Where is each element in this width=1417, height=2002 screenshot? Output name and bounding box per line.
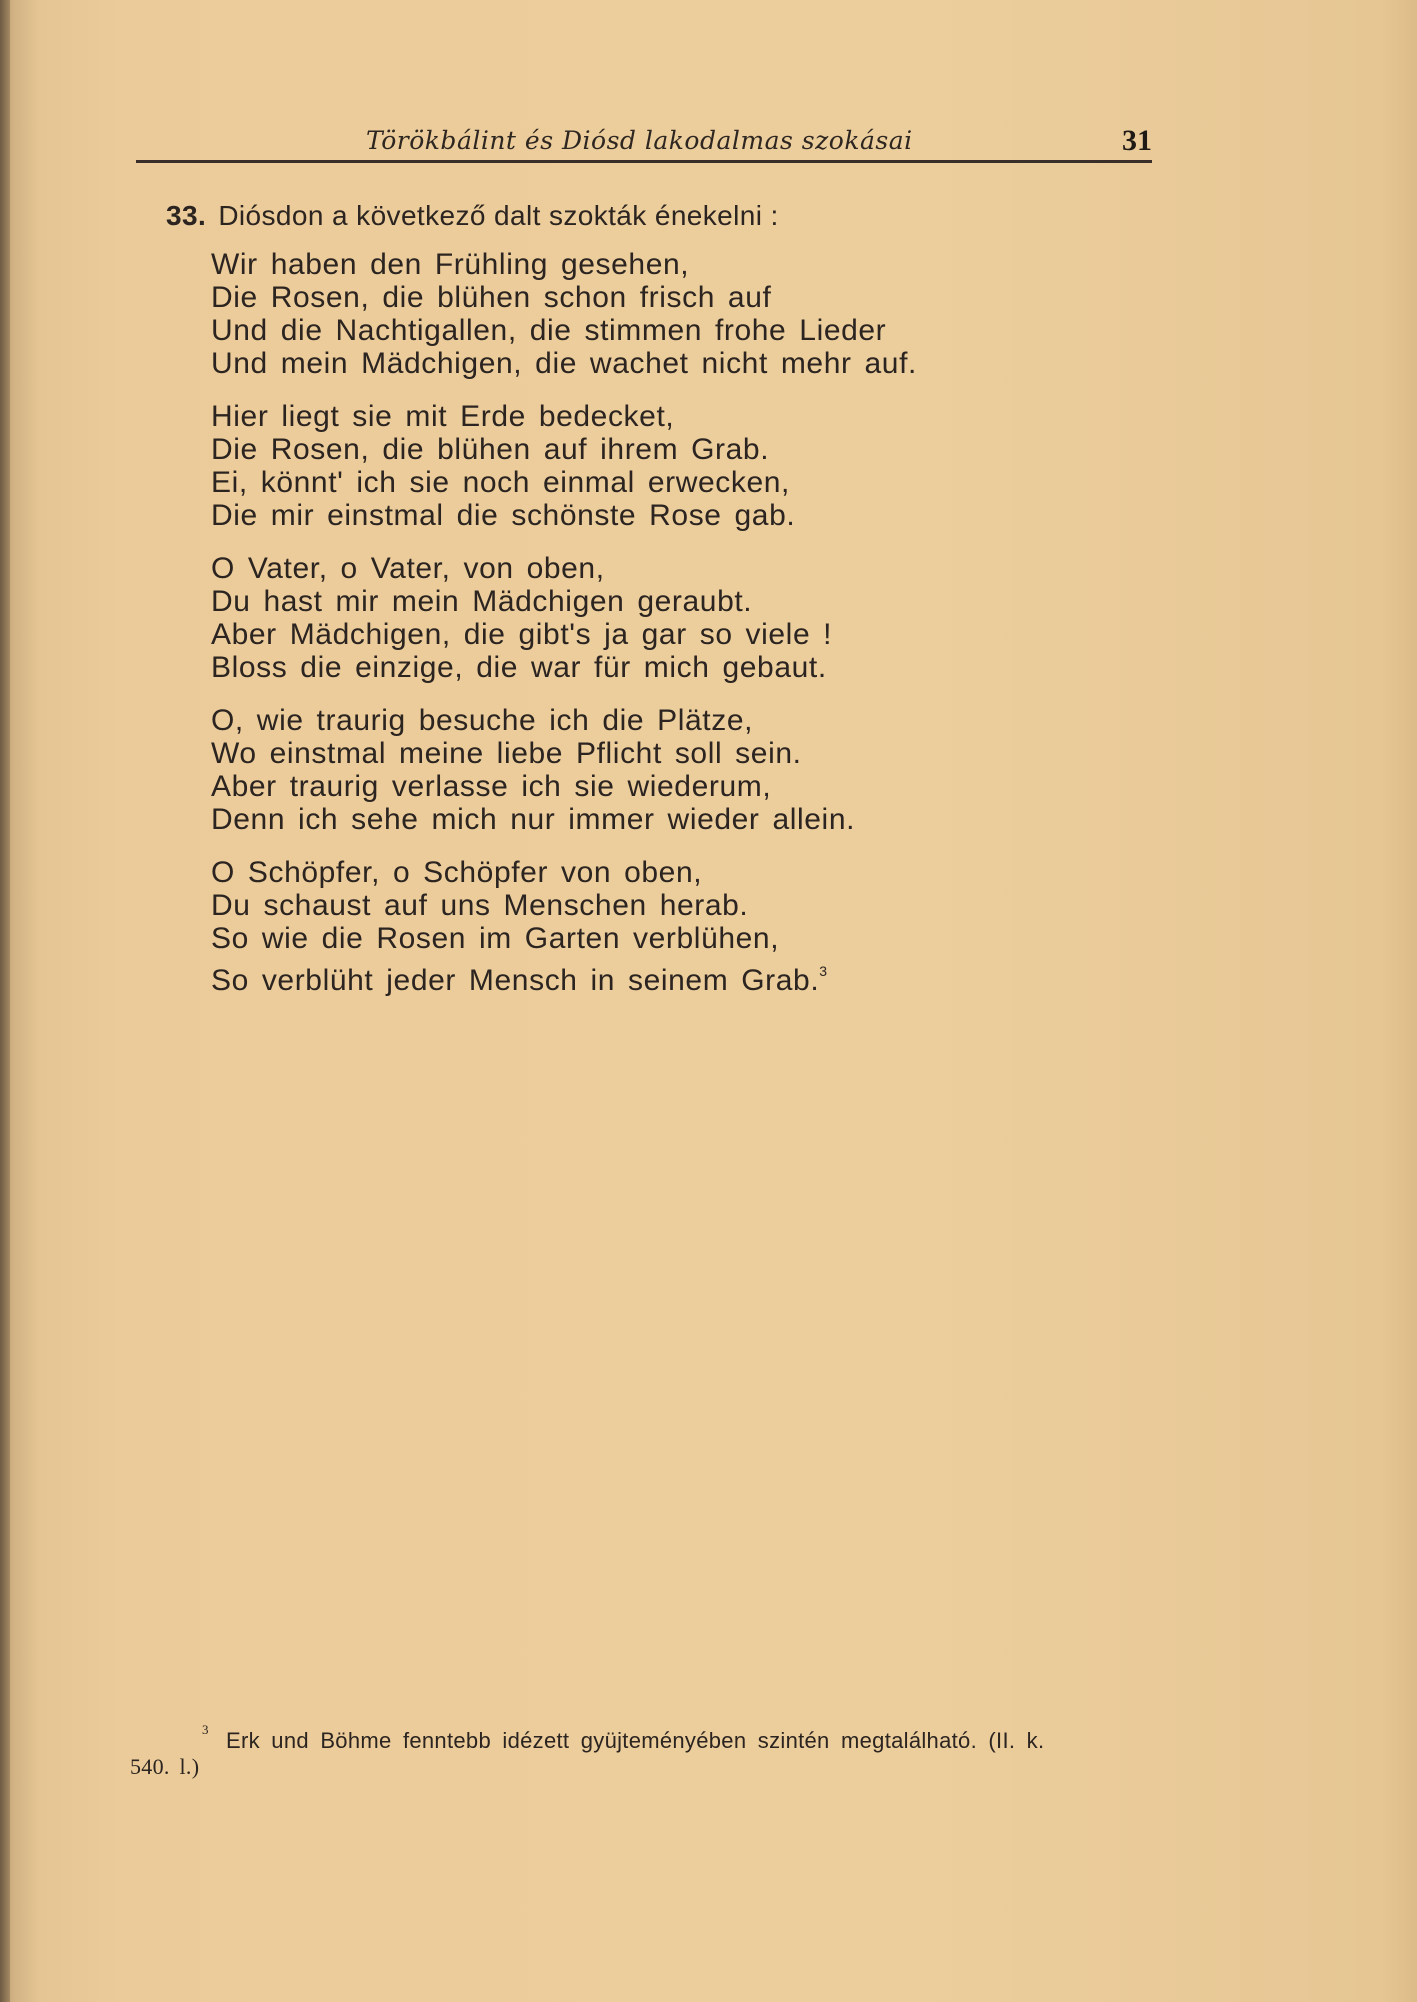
song-text	[211, 248, 917, 1017]
verse-line: Hier liegt sie mit Erde bedecket,	[211, 400, 675, 433]
page-number: 31	[1122, 124, 1152, 157]
header-rule	[136, 160, 1152, 163]
verse-line: Wo einstmal meine liebe Pflicht soll sein.	[211, 737, 802, 770]
verse-line: Aber traurig verlasse ich sie wiederum,	[211, 770, 772, 803]
section-number: 33.	[166, 200, 207, 231]
verse-line: O, wie traurig besuche ich die Plätze,	[211, 704, 754, 737]
page-header	[136, 124, 1152, 164]
stanza-5	[211, 856, 917, 997]
binding-edge	[0, 0, 10, 2002]
verse-line: Bloss die einzige, die war für mich gebaut.	[211, 651, 827, 684]
verse-line: Und die Nachtigallen, die stimmen frohe Lieder	[211, 314, 887, 347]
verse-line: O Vater, o Vater, von oben,	[211, 552, 605, 585]
running-title: Törökbálint és Diósd lakodalmas szokásai	[366, 126, 913, 155]
verse-line: Wir haben den Frühling gesehen,	[211, 248, 690, 281]
verse-line-text: So verblüht jeder Mensch in seinem Grab.	[211, 964, 820, 997]
verse-line: Du hast mir mein Mädchigen geraubt.	[211, 585, 753, 618]
footnote-text: Erk und Böhme fenntebb idézett gyüjteményében szintén megtalálható. (II. k.	[226, 1728, 1045, 1753]
section-intro-text: Diósdon a következő dalt szokták énekelni :	[218, 200, 779, 231]
verse-line: So wie die Rosen im Garten verblühen,	[211, 922, 780, 955]
verse-line: Denn ich sehe mich nur immer wieder allein.	[211, 803, 856, 836]
stanza-1	[211, 248, 917, 380]
footnote	[130, 1720, 1160, 1790]
verse-line: Die Rosen, die blühen schon frisch auf	[211, 281, 772, 314]
verse-line: Ei, könnt' ich sie noch einmal erwecken,	[211, 466, 790, 499]
verse-line	[211, 955, 917, 997]
footnote-mark: 3	[202, 1722, 209, 1737]
verse-line: Aber Mädchigen, die gibt's ja gar so viele !	[211, 618, 833, 651]
stanza-3	[211, 552, 917, 684]
verse-line: Und mein Mädchigen, die wachet nicht mehr auf.	[211, 347, 917, 380]
stanza-2	[211, 400, 917, 532]
verse-line: Die mir einstmal die schönste Rose gab.	[211, 499, 796, 532]
section-intro	[166, 200, 779, 232]
verse-line: Die Rosen, die blühen auf ihrem Grab.	[211, 433, 770, 466]
stanza-4	[211, 704, 917, 836]
footnote-continuation: 540. l.)	[130, 1754, 200, 1779]
footnote-reference: 3	[819, 963, 828, 979]
verse-line: O Schöpfer, o Schöpfer von oben,	[211, 856, 703, 889]
verse-line: Du schaust auf uns Menschen herab.	[211, 889, 749, 922]
